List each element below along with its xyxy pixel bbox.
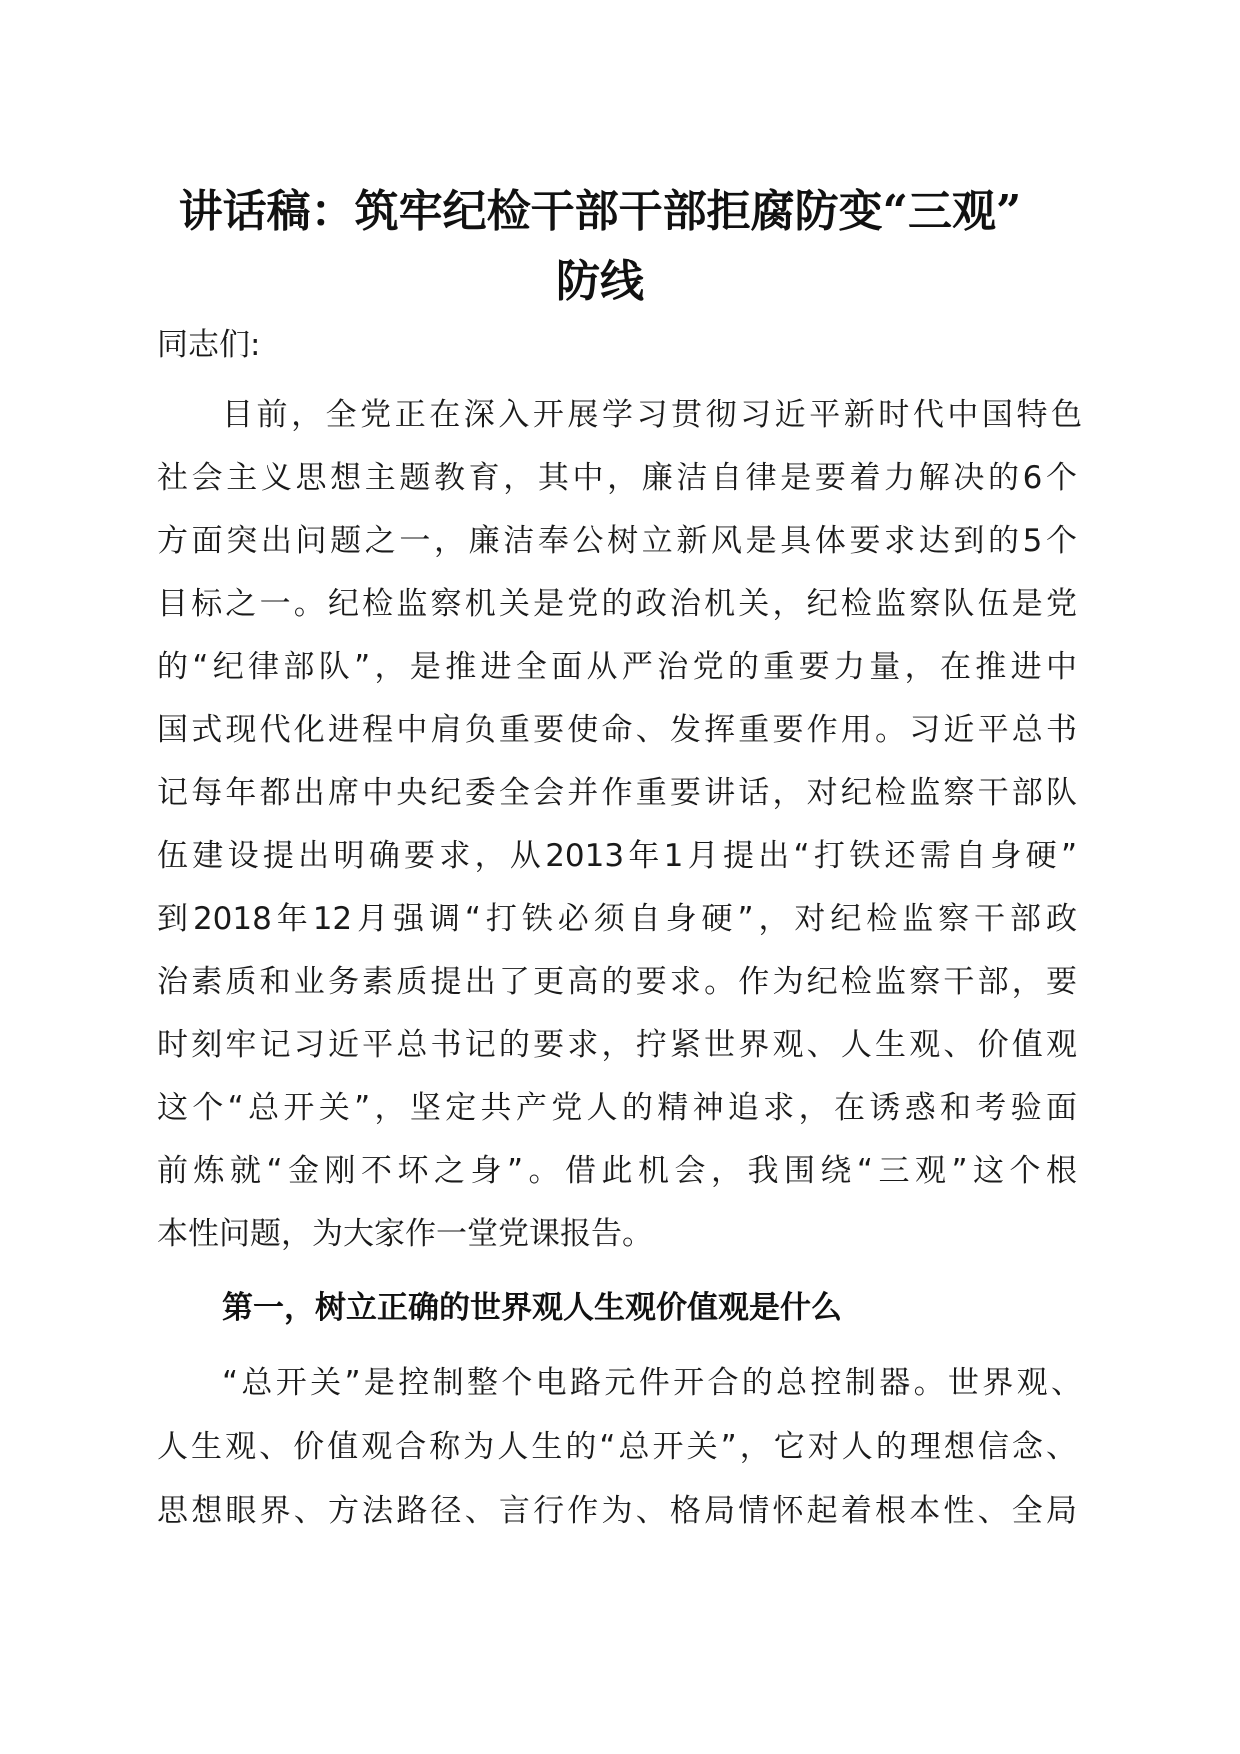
paragraph-line: 国式现代化进程中肩负重要使命、发挥重要作用。习近平总书 — [157, 712, 1077, 748]
paragraph-line: 到2018年12月强调“打铁必须自身硬”，对纪检监察干部政 — [157, 901, 1077, 937]
paragraph-line: 思想眼界、方法路径、言行作为、格局情怀起着根本性、全局 — [157, 1493, 1077, 1529]
paragraph-line: 时刻牢记习近平总书记的要求，拧紧世界观、人生观、价值观 — [157, 1027, 1077, 1063]
document-title-line-2: 防线 — [556, 256, 644, 307]
paragraph-line: 方面突出问题之一，廉洁奉公树立新风是具体要求达到的5个 — [157, 523, 1077, 559]
paragraph-line: 目前，全党正在深入开展学习贯彻习近平新时代中国特色 — [222, 397, 1082, 433]
paragraph-line: 社会主义思想主题教育，其中，廉洁自律是要着力解决的6个 — [157, 460, 1077, 496]
paragraph-line: 本性问题，为大家作一堂党课报告。 — [157, 1216, 653, 1252]
paragraph-line: 伍建设提出明确要求，从2013年1月提出“打铁还需自身硬” — [157, 838, 1077, 874]
document-title-line-1: 讲话稿：筑牢纪检干部干部拒腐防变“三观” — [178, 186, 1022, 237]
paragraph-line: 治素质和业务素质提出了更高的要求。作为纪检监察干部，要 — [157, 964, 1077, 1000]
paragraph-line: 前炼就“金刚不坏之身”。借此机会，我围绕“三观”这个根 — [157, 1153, 1077, 1189]
paragraph-line: 记每年都出席中央纪委全会并作重要讲话，对纪检监察干部队 — [157, 775, 1077, 811]
paragraph-line: “总开关”是控制整个电路元件开合的总控制器。世界观、 — [222, 1365, 1082, 1401]
paragraph-line: 目标之一。纪检监察机关是党的政治机关，纪检监察队伍是党 — [157, 586, 1077, 622]
section-heading: 第一，树立正确的世界观人生观价值观是什么 — [222, 1290, 842, 1326]
salutation: 同志们: — [157, 327, 261, 363]
paragraph-line: 人生观、价值观合称为人生的“总开关”，它对人的理想信念、 — [157, 1429, 1077, 1465]
paragraph-line: 这个“总开关”，坚定共产党人的精神追求，在诱惑和考验面 — [157, 1090, 1077, 1126]
paragraph-line: 的“纪律部队”，是推进全面从严治党的重要力量，在推进中 — [157, 649, 1077, 685]
